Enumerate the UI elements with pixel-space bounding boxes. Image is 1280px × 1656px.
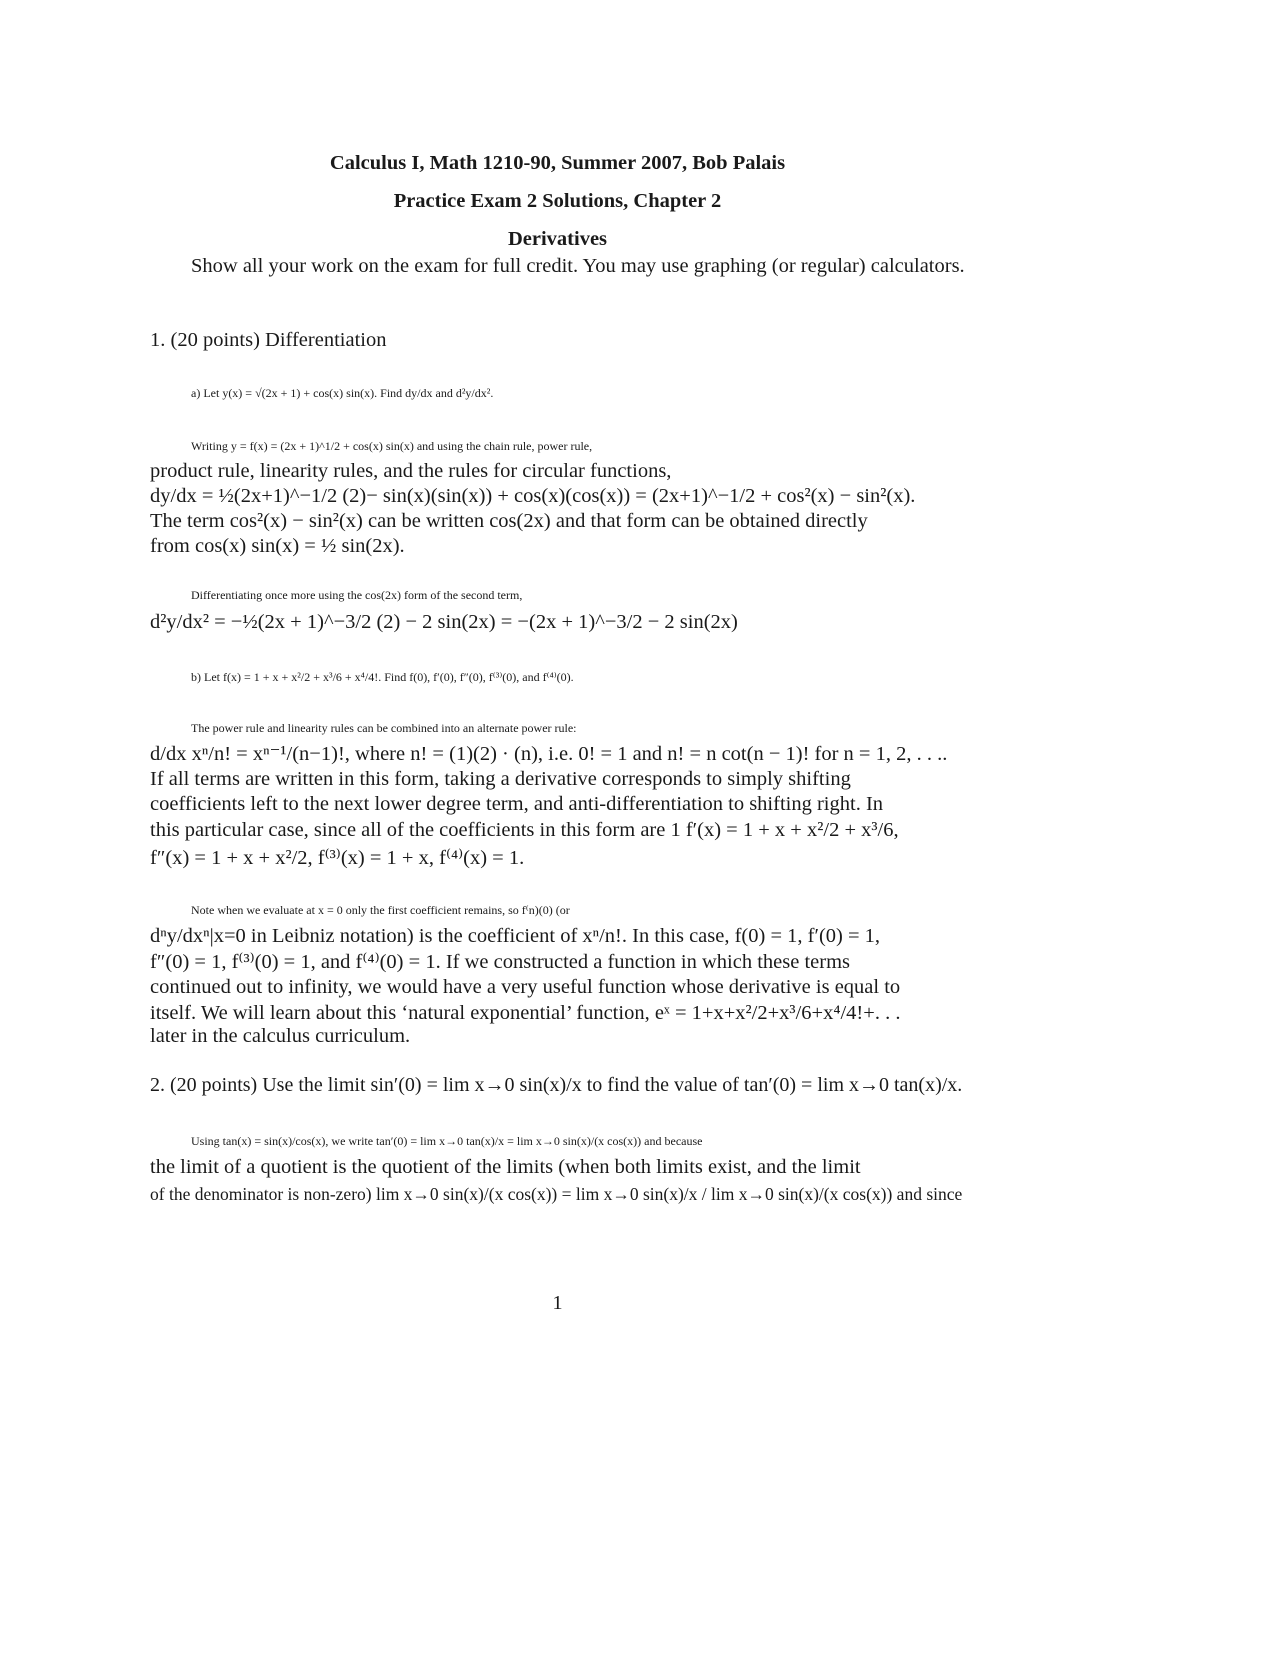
problem-1b-solution-line: f″(x) = 1 + x + x²/2, f⁽³⁾(x) = 1 + x, f⁽⁴⁾(x) = 1.: [150, 847, 525, 869]
problem-1a-second-derivative-line: d²y/dx² = −½(2x + 1)^−3/2 (2) − 2 sin(2x) = −(2x + 1)^−3/2 − 2 sin(2x): [150, 611, 738, 633]
page-number: 1: [552, 1292, 563, 1314]
problem-1b-note-line: later in the calculus curriculum.: [150, 1025, 411, 1047]
problem-2-solution-line: of the denominator is non-zero) lim x→0 sin(x)/(x cos(x)) = lim x→0 sin(x)/x / lim x→0 sin(x)/(x cos(x)) and since: [150, 1184, 963, 1204]
problem-1a-second-derivative-line: Differentiating once more using the cos(2x) form of the second term,: [191, 588, 523, 602]
problem-1b-solution-line: If all terms are written in this form, taking a derivative corresponds to simply shifting: [150, 768, 851, 790]
problem-1b-solution-line: this particular case, since all of the coefficients in this form are 1 f′(x) = 1 + x + x²/2 + x³/6,: [150, 819, 899, 841]
problem-1a-prompt: a) Let y(x) = √(2x + 1) + cos(x) sin(x). Find dy/dx and d²y/dx².: [191, 386, 494, 400]
problem-2-prompt: 2. (20 points) Use the limit sin′(0) = lim x→0 sin(x)/x to find the value of tan′(0) = lim x→0 tan(x)/x.: [150, 1074, 963, 1096]
problem-1a-solution-line: from cos(x) sin(x) = ½ sin(2x).: [150, 535, 405, 557]
problem-1b-solution-line: d/dx xⁿ/n! = xⁿ⁻¹/(n−1)!, where n! = (1)(2) · (n), i.e. 0! = 1 and n! = n cot(n − 1)! for n = 1, 2, . . ..: [150, 743, 948, 765]
problem-1b-prompt: b) Let f(x) = 1 + x + x²/2 + x³/6 + x⁴/4!. Find f(0), f′(0), f″(0), f⁽³⁾(0), and f⁽⁴⁾(0).: [191, 670, 574, 684]
problem-1b-note-line: f″(0) = 1, f⁽³⁾(0) = 1, and f⁽⁴⁾(0) = 1. If we constructed a function in which these terms: [150, 951, 850, 973]
problem-1b-note-line: Note when we evaluate at x = 0 only the first coefficient remains, so f⁽n)(0) (or: [191, 903, 570, 917]
problem-1b-note-line: continued out to infinity, we would have a very useful function whose derivative is equal to: [150, 976, 901, 998]
problem-2-solution-line: Using tan(x) = sin(x)/cos(x), we write tan′(0) = lim x→0 tan(x)/x = lim x→0 sin(x)/(x cos(x)) and because: [191, 1134, 703, 1148]
exam-title: Practice Exam 2 Solutions, Chapter 2: [393, 190, 722, 212]
problem-1a-solution-line: Writing y = f(x) = (2x + 1)^1/2 + cos(x) sin(x) and using the chain rule, power rule,: [191, 439, 593, 453]
section-title: Derivatives: [507, 228, 608, 250]
problem-1b-solution-line: coefficients left to the next lower degree term, and anti-differentiation to shifting right. In: [150, 793, 884, 815]
intro-paragraph: Show all your work on the exam for full credit. You may use graphing (or regular) calculators.: [191, 255, 965, 277]
problem-1a-solution-line: dy/dx = ½(2x+1)^−1/2 (2)− sin(x)(sin(x)) + cos(x)(cos(x)) = (2x+1)^−1/2 + cos²(x) − sin²(x).: [150, 485, 916, 507]
problem-1b-note-line: itself. We will learn about this ‘natural exponential’ function, eˣ = 1+x+x²/2+x³/6+x⁴/4!+. . .: [150, 1002, 901, 1024]
problem-1-heading: 1. (20 points) Differentiation: [150, 329, 387, 351]
problem-1b-note-line: dⁿy/dxⁿ|x=0 in Leibniz notation) is the coefficient of xⁿ/n!. In this case, f(0) = 1, f′(0) = 1,: [150, 925, 881, 947]
problem-2-solution-line: the limit of a quotient is the quotient of the limits (when both limits exist, and the limit: [150, 1156, 861, 1178]
problem-1a-solution-line: product rule, linearity rules, and the rules for circular functions,: [150, 460, 672, 482]
document-page: [150, 0, 965, 1656]
problem-1a-solution-line: The term cos²(x) − sin²(x) can be written cos(2x) and that form can be obtained directly: [150, 510, 868, 532]
problem-1b-solution-line: The power rule and linearity rules can be combined into an alternate power rule:: [191, 721, 577, 735]
course-title: Calculus I, Math 1210-90, Summer 2007, Bob Palais: [329, 152, 786, 174]
